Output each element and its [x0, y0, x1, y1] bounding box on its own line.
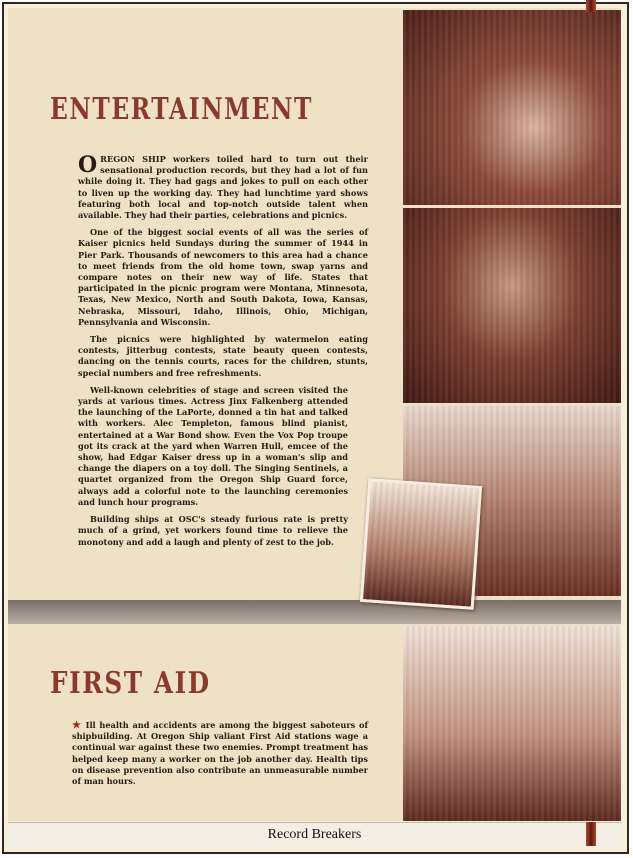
star-icon: ★: [72, 720, 82, 731]
paragraph-celebrities: Well-known celebrities of stage and screen visited the yards at various times. Actress Jinx Falkenberg attended the launching of the LaPorte, donned a tin hat and talked with workers. Alec Templeton, famous blind pianist, entertained at a War Bond show. Even the Vox Pop troupe got its crack at the yard when Warren Hull, emcee of the show, had Edgar Kaiser dress up in a woman's slip and change the diapers on a toy doll. The Singing Sentinels, a quartet organized from the Oregon Ship Guard force, always add a colorful note to the launching ceremonies and lunch hour programs.: [78, 384, 348, 507]
paragraph-first-aid: ★ Ill health and accidents are among the biggest saboteurs of shipbuilding. At Oregon Ship valiant First Aid stations wage a continual war against these two enemies. Prompt treatment has helped keep many a worker on the job another day. Health tips on disease prevention also contribute an unmeasurable number of man hours.: [72, 720, 368, 787]
photo-first-aid-station: [403, 626, 621, 821]
page-caption: Record Breakers: [8, 822, 621, 847]
drop-cap: O: [78, 152, 98, 178]
page-tab-top: [586, 0, 596, 12]
page-tab-bottom: [586, 822, 596, 846]
text-column: [8, 8, 403, 821]
paragraph-intro: OREGON SHIP workers toiled hard to turn out their sensational production records, but they had a lot of fun while doing it. They had gags and jokes to pull on each other to liven up the working day. They had lunchtime yard shows featuring both local and top-notch outside talent when available. They had their parties, celebrations and picnics.: [78, 152, 368, 221]
magazine-page: [8, 8, 621, 821]
paragraph-closing: Building ships at OSC's steady furious rate is pretty much of a grind, yet workers found time to relieve the monotony and add a laugh and plenty of zest to the job.: [78, 514, 348, 547]
entertainment-body: [78, 154, 368, 554]
photo-picnic-crowd: [403, 208, 621, 403]
paragraph-highlights: The picnics were highlighted by watermelon eating contests, jitterbug contests, state beauty queen contests, dancing on the tennis courts, races for the children, stunts, special numbers and free refreshments.: [78, 334, 368, 378]
first-aid-body: [72, 720, 368, 793]
section-divider-band: [8, 600, 621, 624]
photo-pianist-crowd: [403, 10, 621, 205]
paragraph-picnics: One of the biggest social events of all was the series of Kaiser picnics held Sundays during the summer of 1944 in Pier Park. Thousands of newcomers to this area had a chance to meet friends from the old home town, swap yarns and compare notes on their new way of life. States that participated in the picnic program were Montana, Minnesota, Texas, New Mexico, North and South Dakota, Iowa, Kansas, Nebraska, Missouri, Idaho, Illinois, Ohio, Michigan, Pennsylvania and Wisconsin.: [78, 227, 368, 327]
first-aid-heading: FIRST AID: [50, 666, 211, 701]
photo-singing-sentinels: [360, 478, 482, 610]
entertainment-heading: ENTERTAINMENT: [50, 92, 313, 127]
